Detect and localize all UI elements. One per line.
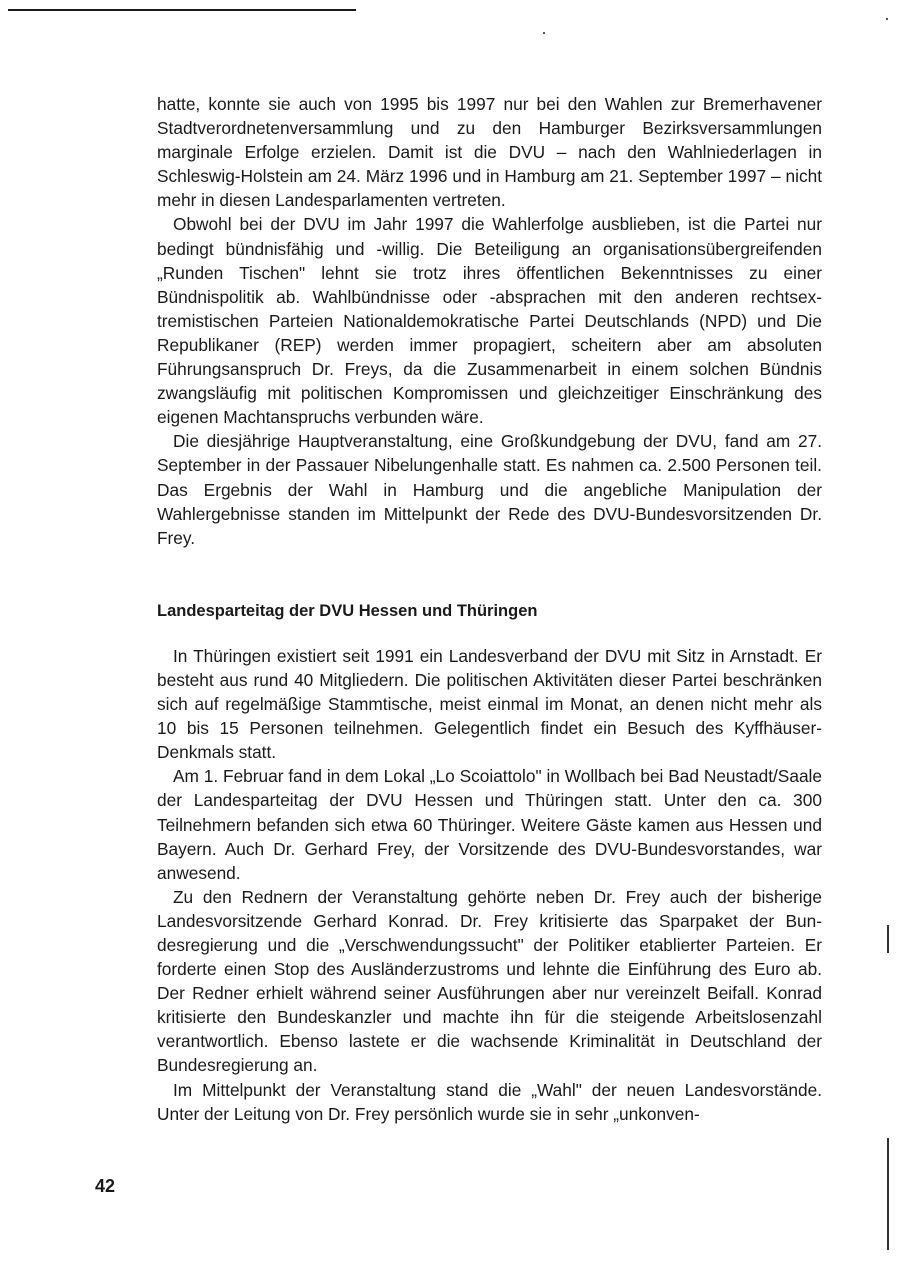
paragraph-1: hatte, konnte sie auch von 1995 bis 1997 nur bei den Wahlen zur Bremerhavener Stadtverordnetenversammlung und zu den Hamburger Bezirksversammlungen marginale Erfolge erzielen. Damit ist die DVU – nach den Wahlniederlagen in Schleswig-Holstein am 24. März 1996 und in Hamburg am 21. September 1997 – nicht mehr in diesen Landesparlamenten vertreten. (157, 94, 822, 211)
scan-artifact-line (887, 925, 889, 953)
section-paragraph-1: In Thüringen existiert seit 1991 ein Landesverband der DVU mit Sitz in Arnstadt. Er besteht aus rund 40 Mitgliedern. Die politischen Aktivitäten dieser Partei beschränken sich auf regelmäßige Stammtische, meist einmal im Monat, an denen nicht mehr als 10 bis 15 Personen teilnehmen. Gelegentlich findet ein Besuch des Kyffhäuser-Denkmals statt. (157, 645, 822, 763)
paragraph-3: Die diesjährige Hauptveranstaltung, eine Großkundgebung der DVU, fand am 27. September in der Passauer Nibelungenhalle statt. Es nahmen ca. 2.500 Personen teil. Das Ergebnis der Wahl in Hamburg und die angebliche Manipulation der Wahlergebnisse standen im Mittelpunkt der Rede des DVU-Bundesvorsitzenden Dr. Frey. (157, 431, 822, 548)
scan-artifact-line (887, 1138, 889, 1250)
scan-speck (886, 18, 888, 20)
scan-speck (543, 32, 545, 34)
section-paragraph-4: Im Mittelpunkt der Veranstaltung stand die „Wahl" der neuen Landesvorstände. Unter der Leitung von Dr. Frey persönlich wurde sie in sehr „unkonven- (157, 1079, 822, 1124)
paragraph-2: Obwohl bei der DVU im Jahr 1997 die Wahlerfolge ausblieben, ist die Partei nur bedingt bündnisfähig und -willig. Die Beteiligung an organisationsübergreifenden „Runden Tischen" lehnt sie trotz ihres öffentlichen Bekenntnisses zu einer Bündnispolitik ab. Wahlbündnisse oder -absprachen mit den anderen rechtsextremistischen Parteien Nationaldemokratische Partei Deutschlands (NPD) und Die Republikaner (REP) werden immer propagiert, scheitern aber am absoluten Führungsanspruch Dr. Freys, da die Zusammenarbeit in einem solchen Bündnis zwangsläufig mit politischen Kompromissen und gleichzeitiger Einschränkung des eigenen Machtanspruchs verbunden wäre. (157, 214, 822, 428)
section-paragraph-2: Am 1. Februar fand in dem Lokal „Lo Scoiattolo" in Wollbach bei Bad Neustadt/Saale der Landesparteitag der DVU Hessen und Thüringen statt. Unter den ca. 300 Teilnehmern befanden sich etwa 60 Thüringer. Weitere Gäste kamen aus Hessen und Bayern. Auch Dr. Gerhard Frey, der Vorsitzende des DVU-Bundesvorstandes, war anwesend. (157, 766, 822, 883)
page-number: 42 (95, 1176, 116, 1196)
section-paragraph-3: Zu den Rednern der Veranstaltung gehörte neben Dr. Frey auch der bisherige Landesvorsitzende Gerhard Konrad. Dr. Frey kritisierte das Sparpaket der Bundesregierung und die „Verschwendungssucht" der Politiker etablierter Parteien. Er forderte einen Stop des Ausländerzustroms und lehnte die Einführung des Euro ab. Der Redner erhielt während seiner Ausführungen aber nur vereinzelt Beifall. Konrad kritisierte den Bundeskanzler und machte ihn für die steigende Arbeitslosenzahl verantwortlich. Ebenso lastete er die wachsende Kriminalität in Deutschland der Bundesregierung an. (157, 886, 822, 1076)
top-rule (8, 9, 356, 11)
page-body (157, 92, 822, 1126)
section-heading: Landesparteitag der DVU Hessen und Thüringen (157, 601, 538, 620)
